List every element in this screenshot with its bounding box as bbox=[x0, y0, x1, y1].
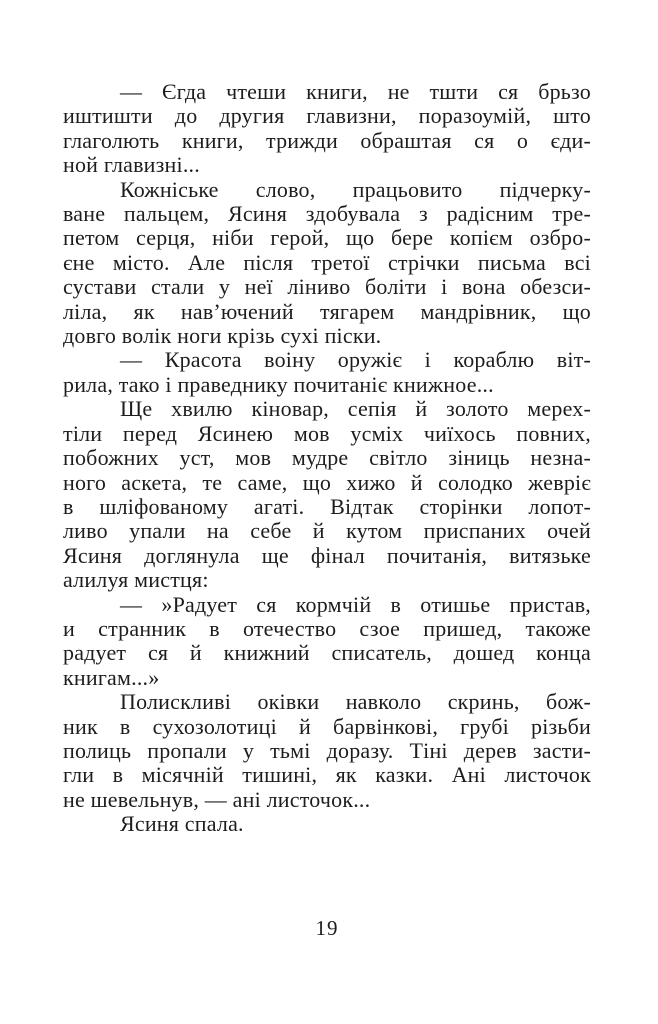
page-number: 19 bbox=[315, 916, 339, 940]
text-line: сустави стали у неї ліниво боліти і вона обезси- bbox=[63, 274, 591, 300]
text-block bbox=[63, 80, 591, 837]
text-line: и странник в отечество сзое пришед, такоже bbox=[63, 615, 591, 641]
text-line: тіли перед Ясинею мов усміх чиїхось повних, bbox=[63, 420, 591, 446]
text-line: Кожніське слово, працьовито підчерку- bbox=[120, 176, 591, 202]
text-line: алилуя мистця: bbox=[63, 567, 209, 593]
text-line: рила, тако і праведнику почитаніє книжное... bbox=[63, 371, 494, 397]
text-line: петом серця, ніби герой, що бере копієм озбро- bbox=[63, 225, 591, 251]
text-line: ване пальцем, Ясиня здобувала з радісним тре- bbox=[63, 201, 591, 227]
text-line: гли в місячній тишині, як казки. Ані листочок bbox=[63, 762, 591, 788]
text-line: ной главизні... bbox=[63, 152, 200, 178]
text-line: довго волік ноги крізь сухі піски. bbox=[63, 323, 382, 349]
text-line: Ще хвилю кіновар, сепія й золото мерех- bbox=[120, 396, 591, 422]
text-line: радует ся й книжний списатель, дошед конца bbox=[63, 640, 591, 666]
text-line: єне місто. Але після третої стрічки письма всі bbox=[63, 249, 591, 275]
text-line: полиць пропали у тьмі доразу. Тіні дерев засти- bbox=[63, 737, 591, 763]
text-line: Ясиня спала. bbox=[120, 811, 244, 837]
text-line: ливо упали на себе й кутом приспаних очей bbox=[63, 518, 591, 544]
text-line: — »Радует ся кормчій в отишье пристав, bbox=[120, 591, 591, 617]
text-line: Полискливі оківки навколо скринь, бож- bbox=[120, 689, 591, 715]
text-line: — Єгда чтеши книги, не тшти ся брьзо bbox=[120, 79, 591, 104]
text-line: книгам...» bbox=[63, 664, 160, 690]
text-line: ліла, як нав’ючений тягарем мандрівник, що bbox=[63, 298, 591, 324]
text-line: Ясиня доглянула ще фінал почитанія, витязьке bbox=[63, 542, 591, 568]
text-line: иштишти до другия главизни, поразоумій, што bbox=[63, 103, 591, 129]
text-line: глаголють книги, трижди обраштая ся о єди- bbox=[63, 127, 591, 153]
text-line: побожних уст, мов мудре світло зіниць незна- bbox=[63, 445, 591, 471]
text-line: в шліфованому агаті. Відтак сторінки лопот- bbox=[63, 493, 591, 519]
text-line: не шевельнув, — ані листочок... bbox=[63, 786, 371, 812]
text-line: — Красота воіну оружіє і кораблю віт- bbox=[120, 347, 591, 373]
text-line: ного аскета, те саме, що хижо й солодко жевріє bbox=[63, 469, 591, 495]
text-line: ник в сухозолотиці й барвінкові, грубі різьби bbox=[63, 713, 591, 739]
